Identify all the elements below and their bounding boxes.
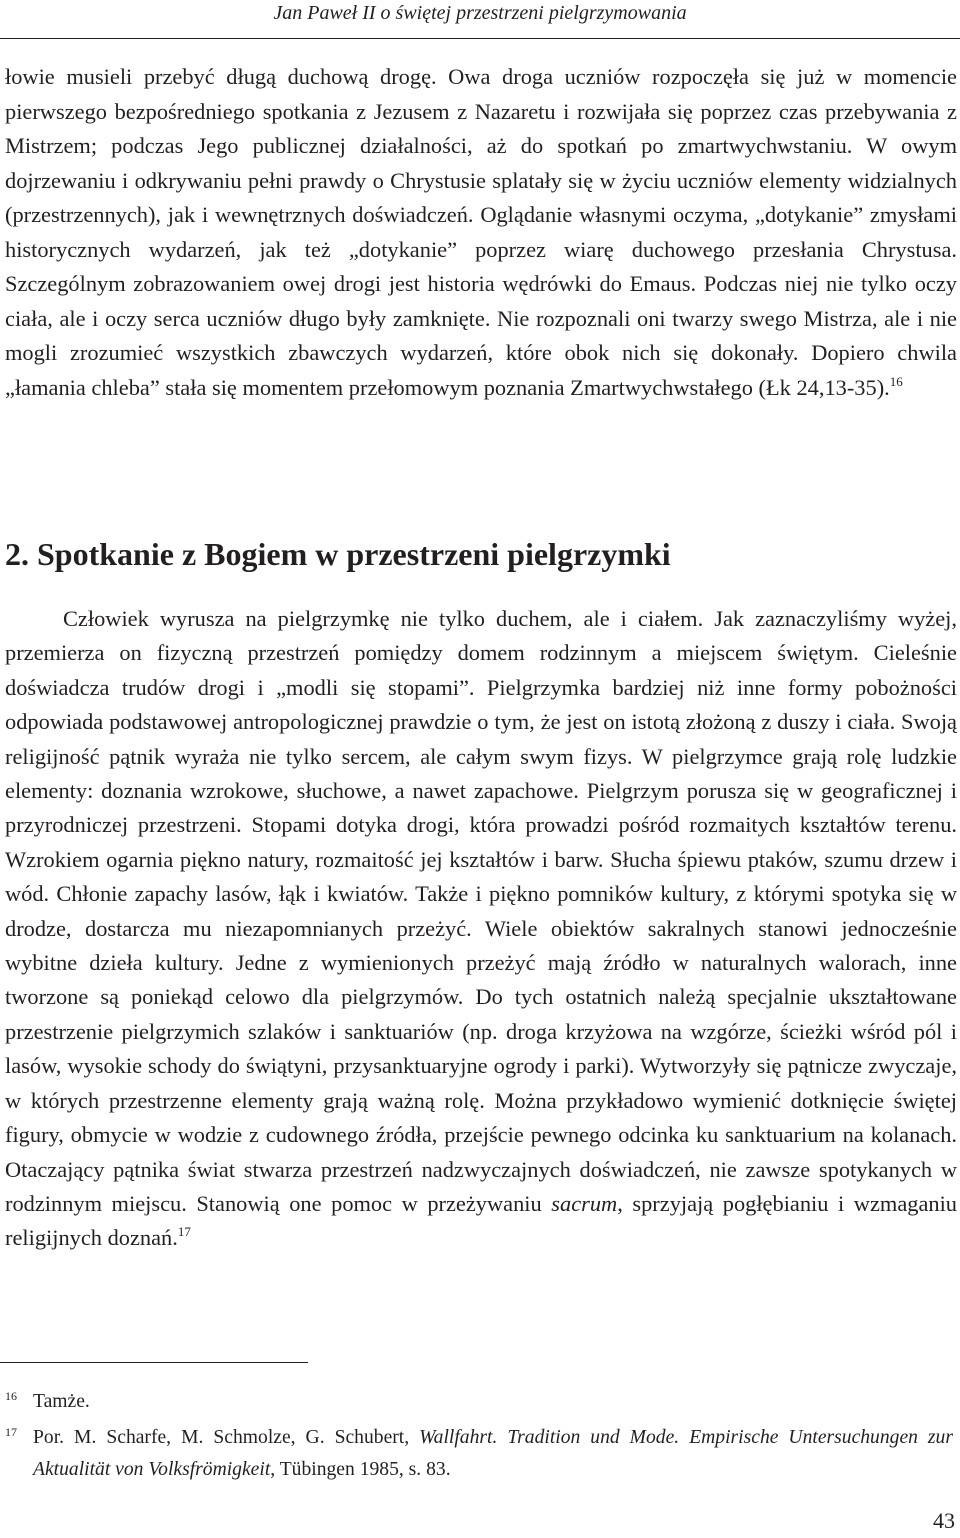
paragraph-text: łowie musieli przebyć długą duchową drogę. Owa droga uczniów rozpoczęła się już w momencie pierwszego bezpośredniego spotkania z Jezusem z Nazaretu i rozwijała się poprzez czas przebywania z Mistrzem; podczas Jego publicznej działalności, aż do spotkań po zmartwychwstaniu. W owym dojrzewaniu i odkrywaniu pełni prawdy o Chrystusie splatały się w życiu uczniów elementy widzialnych (przestrzennych), jak i wewnętrznych doświadczeń. Oglądanie własnymi oczyma, „dotykanie” zmysłami historycznych wydarzeń, jak też „dotykanie” poprzez wiarę duchowego przesłania Chrystusa. Szczególnym zobrazowaniem owej drogi jest historia wędrówki do Emaus. Podczas niej nie tylko oczy ciała, ale i oczy serca uczniów długo były zamknięte. Nie rozpoznali oni twarzy swego Mistrza, ale i nie mogli zrozumieć wszystkich zbawczych wydarzeń, które obok nich się dokonały. Dopiero chwila „łamania chleba” stała się momentem przełomowym poznania Zmartwychwstałego (Łk 24,13-35). bbox=[5, 64, 957, 400]
footnote-italic-title: Wallfahrt. Tradition und Mode. Empirische Untersuchungen zur Aktualität von Volksfrömigkeit bbox=[33, 1427, 953, 1480]
paragraph bbox=[5, 60, 957, 405]
footnote-text: Tamże. bbox=[33, 1391, 90, 1412]
section-paragraph bbox=[5, 602, 957, 1256]
page-number: 43 bbox=[933, 1508, 955, 1533]
footnote-17: 17 Por. M. Scharfe, M. Schmolze, G. Schubert, Wallfahrt. Tradition und Mode. Empirische Untersuchungen zur Aktualität von Volksfrömigkeit, Tübingen 1985, s. 83. bbox=[5, 1425, 953, 1480]
footnote-reference[interactable]: 16 bbox=[889, 373, 903, 389]
section-heading: 2. Spotkanie z Bogiem w przestrzeni pielgrzymki bbox=[5, 536, 671, 572]
footnote-separator bbox=[0, 1362, 308, 1363]
continued-paragraph bbox=[5, 60, 957, 405]
footnote-reference[interactable]: 17 bbox=[177, 1224, 191, 1240]
paragraph bbox=[5, 602, 957, 1256]
paragraph-text-end: , sprzyjają pogłębianiu i wzmaganiu religijnych doznań. bbox=[5, 1190, 958, 1251]
running-header: Jan Paweł II o świętej przestrzeni pielgrzymowania bbox=[273, 2, 687, 24]
italic-term: sacrum bbox=[551, 1190, 618, 1216]
footnote-text-end: , Tübingen 1985, s. 83. bbox=[270, 1459, 451, 1480]
header-rule bbox=[0, 38, 960, 39]
footnote-text: Por. M. Scharfe, M. Schmolze, G. Schubert, bbox=[33, 1427, 420, 1448]
paragraph-text: Człowiek wyrusza na pielgrzymkę nie tylko duchem, ale i ciałem. Jak zaznaczyliśmy wyżej, przemierza on fizyczną przestrzeń pomiędzy domem rodzinnym a miejscem świętym. Cieleśnie doświadcza trudów drogi i „modli się stopami”. Pielgrzymka bardziej niż inne formy pobożności odpowiada podstawowej antropologicznej prawdzie o tym, że jest on istotą złożoną z duszy i ciała. Swoją religijność pątnik wyraża nie tylko sercem, ale całym swym fizys. W pielgrzymce grają rolę ludzkie elementy: doznania wzrokowe, słuchowe, a nawet zapachowe. Pielgrzym porusza się w geograficznej i przyrodniczej przestrzeni. Stopami dotyka drogi, która prowadzi pośród rozmaitych kształtów terenu. Wzrokiem ogarnia piękno natury, rozmaitość jej kształtów i barw. Słucha śpiewu ptaków, szumu drzew i wód. Chłonie zapachy lasów, łąk i kwiatów. Także i piękno pomników kultury, z którymi spotyka się w drodze, dostarcza mu niezapomnianych przeżyć. Wiele obiektów sakralnych stanowi jednocześnie wybitne dzieła kultury. Jedne z wymienionych przeżyć mają źródło w naturalnych walorach, inne tworzone są poniekąd celowo dla pielgrzymów. Do tych ostatnich należą specjalnie ukształtowane przestrzenie pielgrzymich szlaków i sanktuariów (np. droga krzyżowa na wzgórze, ścieżki wśród pól i lasów, wysokie schody do świątyni, przysanktuaryjne ogrody i parki). Wytworzyły się pątnicze zwyczaje, w których przestrzenne elementy grają ważną rolę. Można przykładowo wymienić dotknięcie świętej figury, obmycie w wodzie z cudownego źródła, przejście pewnego odcinka ku sanktuarium na kolanach. Otaczający pątnika świat stwarza przestrzeń nadzwyczajnych doświadczeń, nie zawsze spotykanych w rodzinnym miejscu. Stanowią one pomoc w przeżywaniu bbox=[5, 606, 957, 1216]
footnote-16: 16 Tamże. bbox=[5, 1389, 90, 1412]
